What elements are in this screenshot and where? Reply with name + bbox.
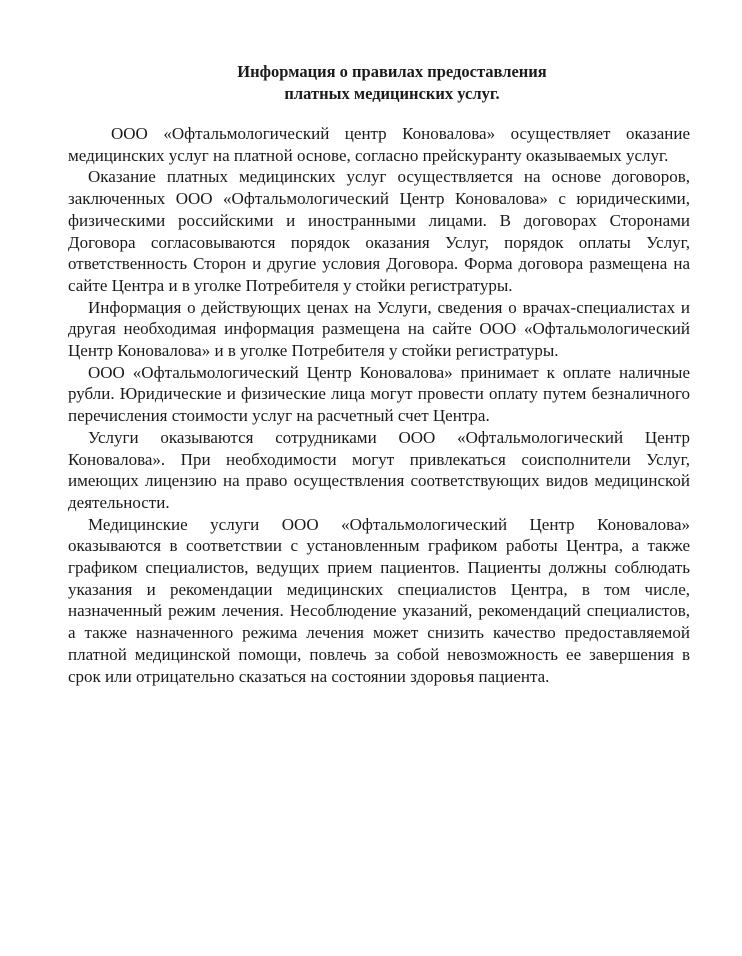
title-line-2: платных медицинских услуг. [284, 84, 500, 103]
document-body [68, 123, 690, 687]
paragraph-intro: ООО «Офтальмологический центр Коновалова» осуществляет оказание медицинских услуг на платной основе, согласно прейскуранту оказываемых услуг. [68, 124, 690, 165]
paragraph-payment: ООО «Офтальмологический Центр Коновалова» принимает к оплате наличные рубли. Юридические и физические лица могут провести оплату путем безналичного перечисления стоимости услуг на расчетный счет Центра. [68, 362, 690, 426]
paragraph-prices-info: Информация о действующих ценах на Услуги, сведения о врачах-специалистах и другая необходимая информация размещена на сайте ООО «Офтальмологический Центр Коновалова» и в уголке Потребителя у стойки регистратуры. [68, 297, 690, 361]
paragraph-contracts: Оказание платных медицинских услуг осуществляется на основе договоров, заключенных ООО «Офтальмологический Центр Коновалова» с юридическими, физическими российскими и иностранными лицами. В договорах Сторонами Договора согласовываются порядок оказания Услуг, порядок оплаты Услуг, ответственность Сторон и другие условия Договора. Форма договора размещена на сайте Центра и в уголке Потребителя у стойки регистратуры. [68, 167, 690, 295]
document-title [0, 61, 742, 105]
paragraph-schedule: Медицинские услуги ООО «Офтальмологический Центр Коновалова» оказываются в соответствии с установленным графиком работы Центра, а также графиком специалистов, ведущих прием пациентов. Пациенты должны соблюдать указания и рекомендации медицинских специалистов Центра, в том числе, назначенный режим лечения. Несоблюдение указаний, рекомендаций специалистов, а также назначенного режима лечения может снизить качество предоставляемой платной медицинской помощи, повлечь за собой невозможность ее завершения в срок или отрицательно сказаться на состоянии здоровья пациента. [68, 514, 690, 686]
paragraph-staff: Услуги оказываются сотрудниками ООО «Офтальмологический Центр Коновалова». При необходимости могут привлекаться соисполнители Услуг, имеющих лицензию на право осуществления соответствующих видов медицинской деятельности. [68, 427, 690, 512]
title-line-1: Информация о правилах предоставления [237, 62, 547, 81]
